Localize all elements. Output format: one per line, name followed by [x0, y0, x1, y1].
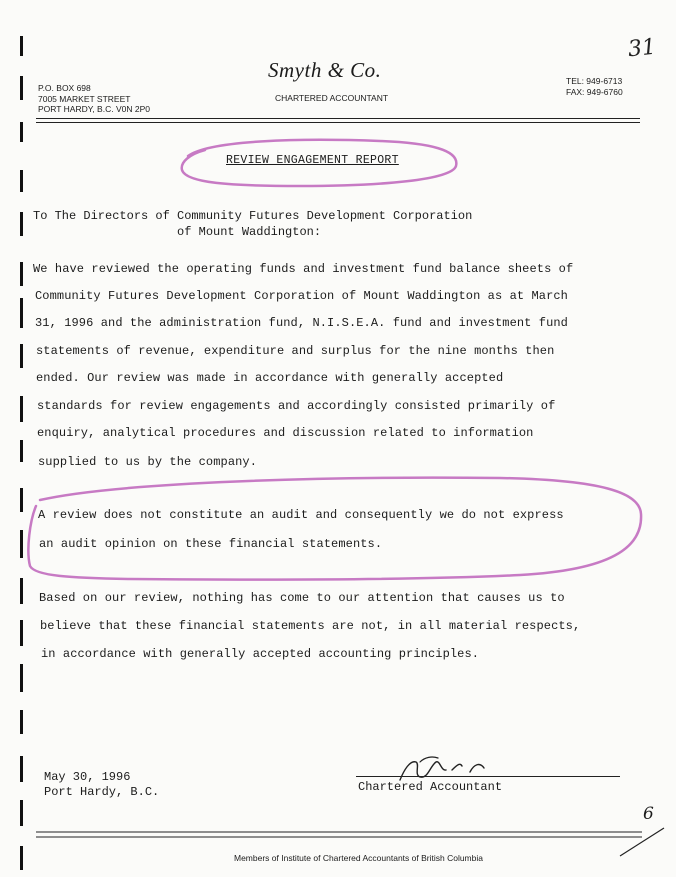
address-line: P.O. BOX 698: [38, 83, 91, 93]
margin-mark: [20, 36, 23, 56]
letterhead-contact: [566, 76, 623, 98]
paragraph-line: supplied to us by the company.: [38, 455, 258, 469]
company-designation: CHARTERED ACCOUNTANT: [275, 93, 389, 103]
paragraph-line: an audit opinion on these financial statements.: [39, 537, 383, 551]
report-date: May 30, 1996: [44, 770, 131, 784]
margin-mark: [20, 344, 23, 368]
margin-mark: [20, 396, 23, 422]
margin-mark: [20, 846, 23, 870]
margin-mark: [20, 620, 23, 646]
company-name: Smyth & Co.: [268, 58, 382, 82]
letterhead-rule: [36, 122, 640, 123]
margin-mark: [20, 76, 23, 100]
paragraph-line: ended. Our review was made in accordance with generally accepted: [36, 371, 504, 385]
margin-mark: [20, 488, 23, 512]
footer-membership: Members of Institute of Chartered Accountants of British Columbia: [234, 853, 483, 863]
margin-mark: [20, 530, 23, 558]
paragraph-highlight-circle: [28, 478, 641, 580]
margin-mark: [20, 212, 23, 236]
report-title: REVIEW ENGAGEMENT REPORT: [226, 154, 399, 167]
paragraph-line: enquiry, analytical procedures and discussion related to information: [37, 426, 534, 440]
margin-mark: [20, 298, 23, 328]
report-place: Port Hardy, B.C.: [44, 785, 160, 799]
paragraph-line: 31, 1996 and the administration fund, N.I.S.E.A. fund and investment fund: [35, 316, 568, 330]
paragraph-line: Community Futures Development Corporation of Mount Waddington as at March: [35, 289, 568, 303]
date-place-block: [44, 770, 159, 800]
margin-mark: [20, 262, 23, 286]
letterhead-rule: [36, 118, 640, 119]
paragraph-line: statements of revenue, expenditure and surplus for the nine months then: [36, 344, 555, 358]
margin-mark: [20, 664, 23, 692]
paragraph-line: believe that these financial statements are not, in all material respects,: [40, 619, 581, 633]
fax-number: FAX: 949-6760: [566, 87, 623, 97]
signature-line: [356, 776, 620, 777]
letterhead-address: [38, 83, 150, 115]
margin-mark: [20, 710, 23, 734]
addressee: To The Directors of Community Futures Development Corporation of Mount Waddington:: [33, 209, 473, 239]
handwritten-mark: 6: [643, 804, 654, 824]
margin-mark: [20, 122, 23, 142]
signature: [400, 762, 484, 780]
paragraph-line: standards for review engagements and accordingly consisted primarily of: [37, 399, 556, 413]
signature-label: Chartered Accountant: [358, 780, 503, 794]
margin-mark: [20, 756, 23, 782]
handwritten-page-number: 31: [626, 34, 658, 63]
paragraph-line: We have reviewed the operating funds and investment fund balance sheets of: [33, 262, 574, 276]
margin-mark: [20, 578, 23, 604]
handwritten-slash: [620, 828, 664, 856]
phone-number: TEL: 949-6713: [566, 76, 623, 86]
address-line: 7005 MARKET STREET: [38, 93, 131, 104]
paragraph-line: A review does not constitute an audit and consequently we do not express: [38, 508, 564, 522]
paragraph-line: Based on our review, nothing has come to our attention that causes us to: [39, 591, 565, 605]
signature: [420, 757, 438, 762]
margin-mark: [20, 800, 23, 826]
margin-mark: [20, 440, 23, 462]
paragraph-line: in accordance with generally accepted accounting principles.: [41, 647, 480, 661]
address-line: PORT HARDY, B.C. V0N 2P0: [38, 104, 150, 114]
margin-mark: [20, 170, 23, 192]
